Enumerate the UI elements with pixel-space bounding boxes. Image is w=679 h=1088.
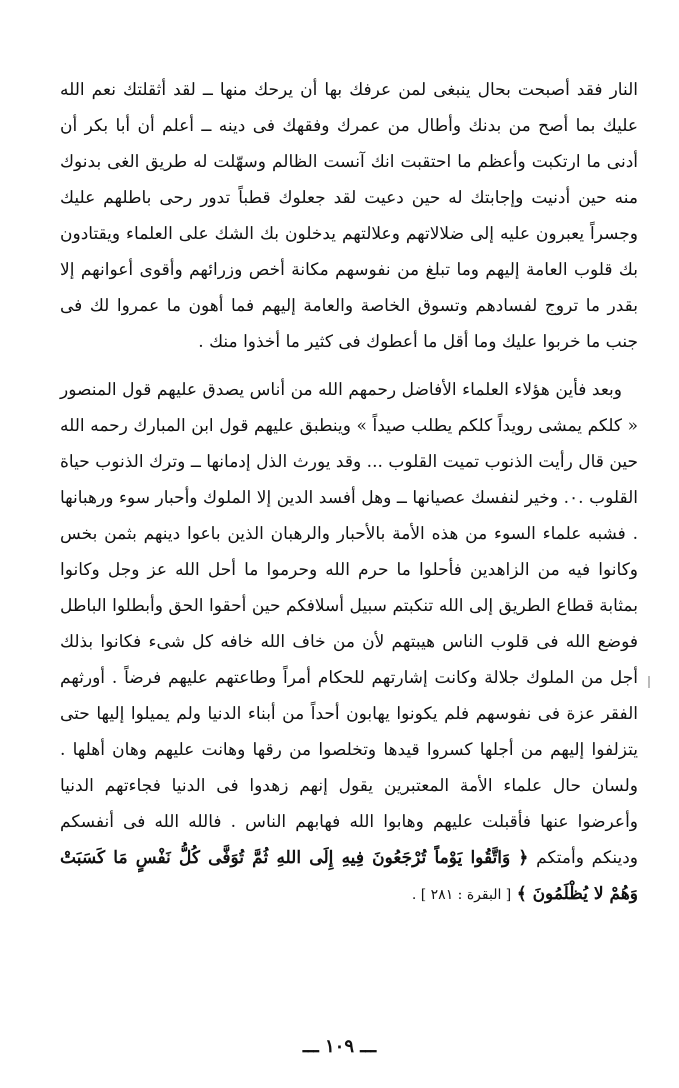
page-number: ـــ ١٠٩ ـــ: [302, 1036, 377, 1057]
body-paragraph-2: [60, 372, 638, 913]
scan-artifact-mark: [648, 676, 650, 688]
body-paragraph-2-text: وبعد فأين هؤلاء العلماء الأفاضل رحمهم الله من أناس يصدق عليهم قول المنصور « كلكم يمشى رويداً كلكم يطلب صيداً » وينطبق عليهم قول ابن المبارك رحمه الله حين قال رأيت الذنوب تميت القلوب ... وقد يورث الذل إدمانها ــ وترك الذنوب حياة القلوب .٠. وخير لنفسك عصيانها ــ وهل أفسد الدين إلا الملوك وأحبار سوء ورهبانها . فشبه علماء السوء من هذه الأمة بالأحبار والرهبان الذين باعوا دينهم بثمن بخس وكانوا فيه من الزاهدين فأحلوا ما حرم الله وحرموا ما أحل الله عز وجل وكانوا بمثابة قطاع الطريق إلى الله تنكبتم سبيل أسلافكم حين أحقوا الحق وأبطلوا الباطل فوضع الله فى قلوب الناس هيبتهم لأن من خاف الله خافه كل شىء فكانوا بذلك أجل من الملوك جلالة وكانت إشارتهم للحكام أمراً وطاعتهم عليهم فرضاً . أورثهم الفقر عزة فى نفوسهم فلم يكونوا يهابون أحداً من أبناء الدنيا ولم يميلوا إليها حتى يتزلفوا إليهم من أجلها كسروا قيدها وتخلصوا من رقها وهانت عليهم وهان أهلها . ولسان حال علماء الأمة المعتبرين يقول إنهم زهدوا فى الدنيا فجاءتهم الدنيا وأعرضوا عنها فأقبلت عليهم وهابوا الله فهابهم الناس . فالله الله فى أنفسكم ودينكم وأمتكم: [60, 380, 639, 868]
quran-reference: [ البقرة : ٢٨١ ] .: [411, 887, 512, 903]
quran-verse: ﴿ وَاتَّقُوا يَوْماً تُرْجَعُونَ فِيهِ إِلَى اللهِ ثُمَّ تُوَفَّى كُلُّ نَفْسٍ مَا كَسَبَتْ وَهُمْ لا يُظْلَمُونَ ﴾: [60, 848, 638, 904]
body-paragraph-1: النار فقد أصبحت بحال ينبغى لمن عرفك بها أن يرحك منها ــ لقد أثقلتك نعم الله عليك بما أصح من بدنك وأطال من عمرك وفقهك فى دينه ــ أعلم أن أبا بكر أن أدنى ما ارتكبت وأعظم ما احتقبت انك آنست الظالم وسهّلت له طريق الغى بدنوك منه حين أدنيت وإجابتك له حين دعيت لقد جعلوك قطباً تدور رحى باطلهم عليك وجسراً يعبرون عليه إلى ضلالاتهم وعلالتهم يدخلون بك الشك على العلماء ويقتادون بك قلوب العامة إليهم وما تبلغ من نفوسهم مكانة أخص وزرائهم وأقوى أعوانهم إلا بقدر ما تروج لفسادهم وتسوق الخاصة والعامة إليهم فما أهون ما عمروا لك فى جنب ما خربوا عليك وما أقل ما أعطوك فى كثير ما أخذوا منك .: [60, 80, 638, 352]
